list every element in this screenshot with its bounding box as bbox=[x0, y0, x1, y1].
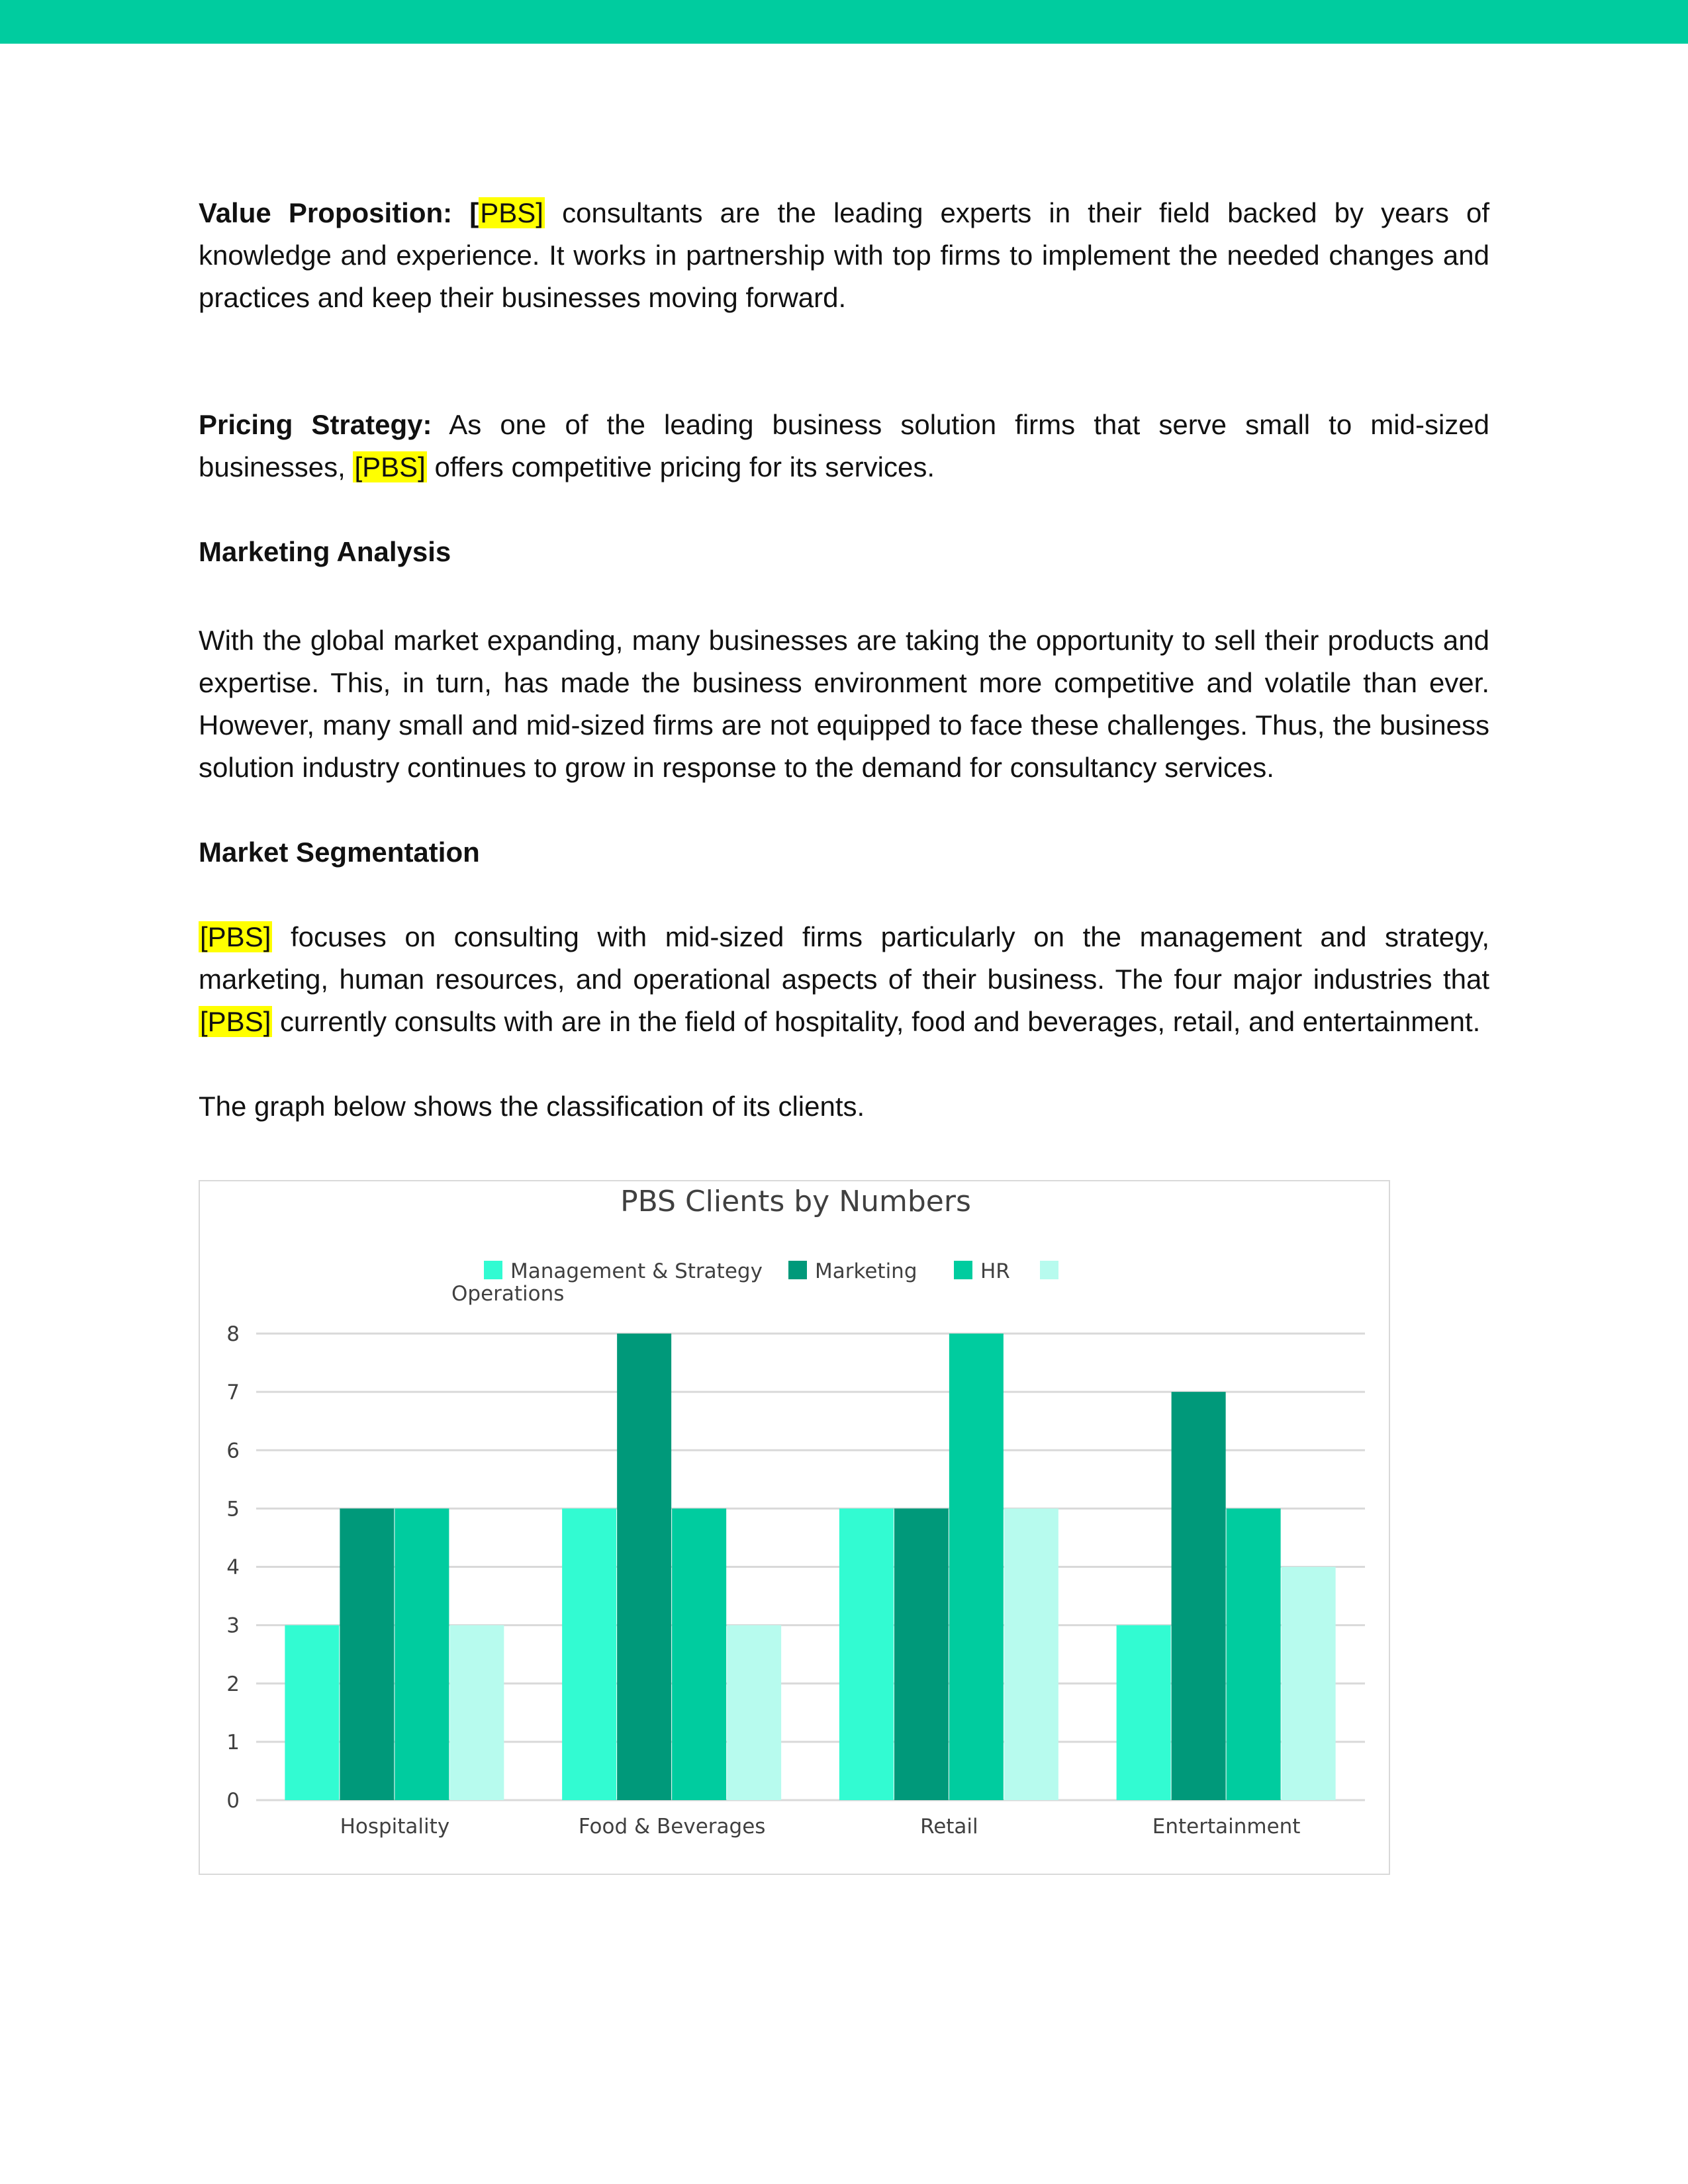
graph-intro-text: The graph below shows the classification of its clients. bbox=[199, 1091, 865, 1122]
y-tick-label: 8 bbox=[226, 1322, 240, 1346]
pbs-tag: [PBS] bbox=[354, 451, 426, 482]
marketing-analysis-paragraph: With the global market expanding, many businesses are taking the opportunity to sell their products and expertise. This, in turn, has made the business environment more competitive and volatile than ever. However, many small and mid-sized firms are not equipped to face these challenges. Thus, the business solution industry continues to grow in response to the demand for consultancy services. bbox=[199, 625, 1489, 783]
legend-swatch bbox=[954, 1261, 972, 1279]
pbs-tag: [PBS] bbox=[200, 921, 271, 952]
bar bbox=[1004, 1508, 1058, 1800]
x-category-label: Hospitality bbox=[340, 1815, 450, 1839]
clients-bar-chart-svg bbox=[200, 1181, 1391, 1876]
bar bbox=[340, 1508, 394, 1800]
legend-label: Operations bbox=[451, 1282, 565, 1306]
clients-chart bbox=[199, 1180, 1390, 1875]
pricing-strategy-text-2: offers competitive pricing for its services. bbox=[426, 451, 935, 482]
y-tick-label: 2 bbox=[226, 1672, 240, 1696]
bar bbox=[285, 1625, 339, 1800]
pbs-tag: PBS] bbox=[480, 197, 543, 228]
y-tick-label: 6 bbox=[226, 1439, 240, 1463]
x-category-label: Food & Beverages bbox=[578, 1815, 766, 1839]
marketing-analysis-heading: Marketing Analysis bbox=[199, 536, 451, 567]
y-tick-label: 3 bbox=[226, 1614, 240, 1638]
bar bbox=[839, 1508, 894, 1800]
bar bbox=[949, 1334, 1004, 1800]
bar bbox=[1282, 1567, 1336, 1801]
y-tick-label: 0 bbox=[226, 1789, 240, 1813]
x-category-label: Entertainment bbox=[1152, 1815, 1301, 1839]
bar bbox=[1117, 1625, 1171, 1800]
market-segmentation-text-2: currently consults with are in the field of hospitality, food and beverages, retail, and entertainment. bbox=[272, 1006, 1481, 1037]
x-category-label: Retail bbox=[920, 1815, 978, 1839]
bar bbox=[395, 1508, 449, 1800]
pricing-strategy-text-1: As one of the leading business solution firms that serve small to mid-sized businesses, bbox=[199, 409, 1489, 482]
bar bbox=[1172, 1392, 1226, 1800]
market-segmentation-text-1: focuses on consulting with mid-sized firms particularly on the management and strategy, marketing, human resources, and operational aspects of their business. The four major industries that bbox=[199, 921, 1489, 995]
y-tick-label: 4 bbox=[226, 1555, 240, 1580]
bar bbox=[1227, 1508, 1281, 1800]
legend-swatch bbox=[1040, 1261, 1058, 1279]
value-proposition-paragraph bbox=[199, 192, 1489, 319]
legend-swatch bbox=[788, 1261, 807, 1279]
value-proposition-label: Value Proposition: bbox=[199, 197, 453, 228]
market-segmentation-paragraph bbox=[199, 916, 1489, 1043]
value-proposition-text: consultants are the leading experts in their field backed by years of knowledge and experience. It works in partnership with top firms to implement the needed changes and practices and keep their businesses moving forward. bbox=[199, 197, 1489, 313]
pricing-strategy-paragraph bbox=[199, 404, 1489, 488]
bracket-open: [ bbox=[469, 197, 479, 228]
bar bbox=[894, 1508, 949, 1800]
bar bbox=[449, 1625, 504, 1800]
chart-title: PBS Clients by Numbers bbox=[620, 1185, 971, 1218]
bar bbox=[727, 1625, 781, 1800]
legend-label: Marketing bbox=[815, 1259, 917, 1283]
legend-label: Management & Strategy bbox=[510, 1259, 763, 1283]
y-tick-label: 7 bbox=[226, 1381, 240, 1405]
pricing-strategy-label: Pricing Strategy: bbox=[199, 409, 432, 440]
bar bbox=[617, 1334, 671, 1800]
pbs-tag: [PBS] bbox=[200, 1006, 271, 1037]
legend-swatch bbox=[484, 1261, 502, 1279]
bar bbox=[672, 1508, 726, 1800]
market-segmentation-heading: Market Segmentation bbox=[199, 837, 480, 868]
legend-label: HR bbox=[980, 1259, 1010, 1283]
top-accent-bar bbox=[0, 0, 1688, 44]
document-body bbox=[199, 192, 1489, 1128]
y-tick-label: 5 bbox=[226, 1497, 240, 1522]
bar bbox=[562, 1508, 616, 1800]
y-tick-label: 1 bbox=[226, 1730, 240, 1754]
